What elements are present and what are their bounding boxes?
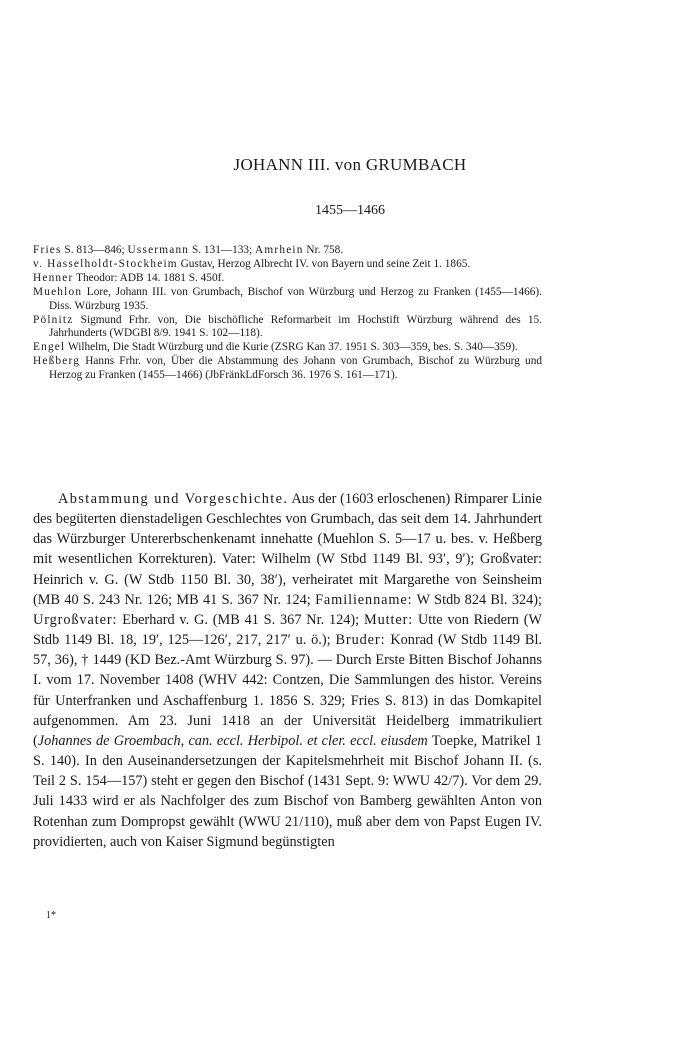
bibliography-entry <box>33 341 542 355</box>
relation-label: Urgroßvater: <box>33 611 118 628</box>
body-run: W Stdb 824 Bl. 324); <box>412 591 542 608</box>
signature-mark: 1* <box>46 910 56 921</box>
body-run: Aus der (1603 erloschenen) Rimparer Linie des begüterten dienstadeligen Geschlechtes von Grumbach, das seit dem 14. Jahrhundert das Würzburger Untererbschenkenamt innehatte (Muehlon S. 5—17 u. bes. v. Heßberg mit wesentlichen Korrekturen). Vater: Wilhelm (W Stbd 1149 Bl. 93′, 9′); Großvater: Heinrich v. G. (W Stdb 1150 Bl. 30, 38′), verheiratet mit Margarethe von Seinsheim (MB 40 S. 243 Nr. 126; MB 41 S. 367 Nr. 124; <box>33 491 542 608</box>
body-run: Utte von Riedern (W Stdb 1149 Bl. 18, 19′, 125—126′, 217, 217′ u. ö.); <box>33 611 542 649</box>
entry-text: Theodor: ADB 14. 1881 S. 450f. <box>73 271 225 284</box>
author-name: Henner <box>33 271 74 284</box>
bibliography <box>33 244 542 383</box>
entry-text: Wilhelm, Die Stadt Würzburg und die Kurie (ZSRG Kan 37. 1951 S. 303—359, bes. S. 340—359). <box>65 341 518 354</box>
entry-text: Sigmund Frhr. von, Die bischöfliche Reformarbeit im Hochstift Würzburg während des 15. Jahrhunderts (WDGBl 8/9. 1941 S. 102—118). <box>49 313 542 340</box>
author-name: Muehlon <box>33 285 83 298</box>
author-name: v. Hasselholdt-Stockheim <box>33 257 178 270</box>
relation-label: Familienname: <box>315 591 413 608</box>
body-run: Toepke, Matrikel 1 S. 140). In den Auseinandersetzungen der Kapitelsmehrheit mit Bischof Johann II. (s. Teil 2 S. 154—157) steht er gegen den Bischof (1431 Sept. 9: WWU 42/7). Vor dem 29. Juli 1433 wird er als Nachfolger des zum Bischof von Bamberg gewählten Anton von Rotenhan zum Dompropst gewählt (WWU 21/110), muß aber dem von Papst Eugen IV. providierten, auch von Kaiser Sigmund begünstigten <box>33 732 542 850</box>
bibliography-entry <box>33 272 542 286</box>
author-name: Ussermann <box>127 244 190 256</box>
entry-text: S. 813—846; <box>61 244 128 256</box>
body-run: Konrad (W Stdb 1149 Bl. 57, 36), † 1449 (KD Bez.-Amt Würzburg S. 97). — Durch Erste Bitten Bischof Johanns I. vom 17. November 1408 (WHV 442: Contzen, Die Sammlungen des histor. Vereins für Unterfranken und Aschaffenburg 1. 1856 S. 329; Fries S. 813) in das Domkapitel aufgenommen. Am 23. Juni 1418 an der Universität Heidelberg immatrikuliert ( <box>33 632 542 749</box>
body-text <box>33 489 542 852</box>
author-name: Amrhein <box>255 244 304 256</box>
body-paragraph <box>33 489 542 852</box>
bibliography-entry <box>33 314 542 342</box>
relation-label: Bruder: <box>335 632 386 649</box>
author-name: Engel <box>33 341 66 354</box>
author-name: Fries <box>33 244 62 256</box>
body-run: Eberhard v. G. (MB 41 S. 367 Nr. 124); <box>117 611 364 628</box>
page-title: JOHANN III. von GRUMBACH <box>233 155 467 174</box>
entry-text: Gustav, Herzog Albrecht IV. von Bayern und seine Zeit 1. 1865. <box>177 257 471 270</box>
relation-label: Mutter: <box>363 611 414 628</box>
bibliography-entry <box>33 244 542 258</box>
bibliography-entry <box>33 355 542 383</box>
section-heading: Abstammung und Vorgeschichte. <box>58 491 289 507</box>
reign-years: 1455—1466 <box>315 203 385 218</box>
entry-text: S. 131—133; <box>189 244 256 256</box>
entry-text: Lore, Johann III. von Grumbach, Bischof von Würzburg und Herzog zu Franken (1455—1466). Diss. Würzburg 1935. <box>49 285 542 312</box>
author-name: Pölnitz <box>33 313 74 326</box>
entry-text: Nr. 758. <box>303 244 344 256</box>
bibliography-entry <box>33 286 542 314</box>
author-name: Heßberg <box>33 355 81 368</box>
bibliography-entry <box>33 258 542 272</box>
entry-text: Hanns Frhr. von, Über die Abstammung des Johann von Grumbach, Bischof zu Würzburg und Herzog zu Franken (1455—1466) (JbFränkLdForsch 36. 1976 S. 161—171). <box>49 355 542 382</box>
latin-quotation: Johannes de Groembach, can. eccl. Herbipol. et cler. eccl. eiusdem <box>37 732 428 749</box>
